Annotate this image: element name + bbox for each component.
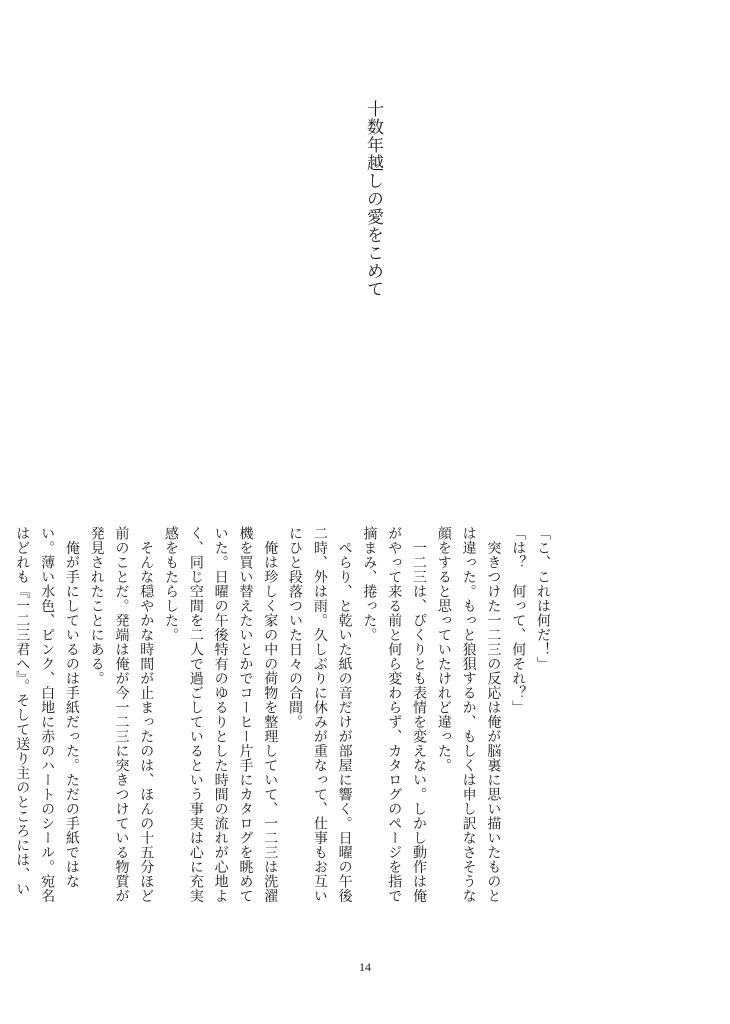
text-line: 一二三は、ぴくりとも表情を変えない。しかし動作は俺 [411, 526, 428, 903]
page-number: 14 [359, 960, 371, 974]
text-line: そんな穏やかな時間が止まったのは、ほんの十五分ほど [138, 526, 155, 903]
text-line: いた。日曜の午後特有のゆるりとした時間の流れが心地よ [212, 526, 229, 903]
text-line: 「こ、これは何だ！」 [535, 526, 551, 671]
text-line: 感をもたらした。 [163, 526, 180, 642]
text-line: く、同じ空間を二人で過ごしているという事実は心に充実 [187, 526, 204, 903]
text-line: 摘まみ、捲った。 [361, 526, 378, 642]
text-line: 俺が手にしているのは手紙だった。ただの手紙ではな [63, 526, 80, 889]
body-text [9, 526, 555, 938]
text-line: 「は？ 何って、何それ？」 [510, 526, 527, 715]
chapter-title: 十数年越しの愛をこめて [363, 100, 383, 298]
text-line: 前のことだ。発端は俺が今一二三に突きつけている物質が [113, 526, 130, 903]
text-line: 突きつけた一二三の反応は俺が脳裏に思い描いたものと [485, 526, 502, 903]
text-line: にひと段落ついた日々の合間。 [287, 526, 304, 729]
text-line: はどれも『一二三君へ』。そして送り主のところには、い [14, 526, 31, 896]
text-line: い。薄い水色、ピンク、白地に赤のハートのシール。宛名 [39, 526, 56, 903]
text-line: 顔をすると思っていたけれど違った。 [435, 526, 452, 773]
text-line: は違った。もっと狼狽するか、もしくは申し訳なさそうな [460, 526, 477, 903]
text-line: 発見されたことにある。 [88, 526, 105, 686]
text-line: 俺は珍しく家の中の荷物を整理していて、一二三は洗濯 [262, 526, 279, 903]
text-line: ぺらり、と乾いた紙の音だけが部屋に響く。日曜の午後 [336, 526, 353, 903]
text-line: 機を買い替えたいとかでコーヒー片手にカタログを眺めて [237, 526, 254, 903]
text-line: 二時、外は雨。久しぶりに休みが重なって、仕事もお互い [311, 526, 328, 903]
text-line: がやって来る前と何ら変わらず、カタログのページを指で [386, 526, 403, 903]
